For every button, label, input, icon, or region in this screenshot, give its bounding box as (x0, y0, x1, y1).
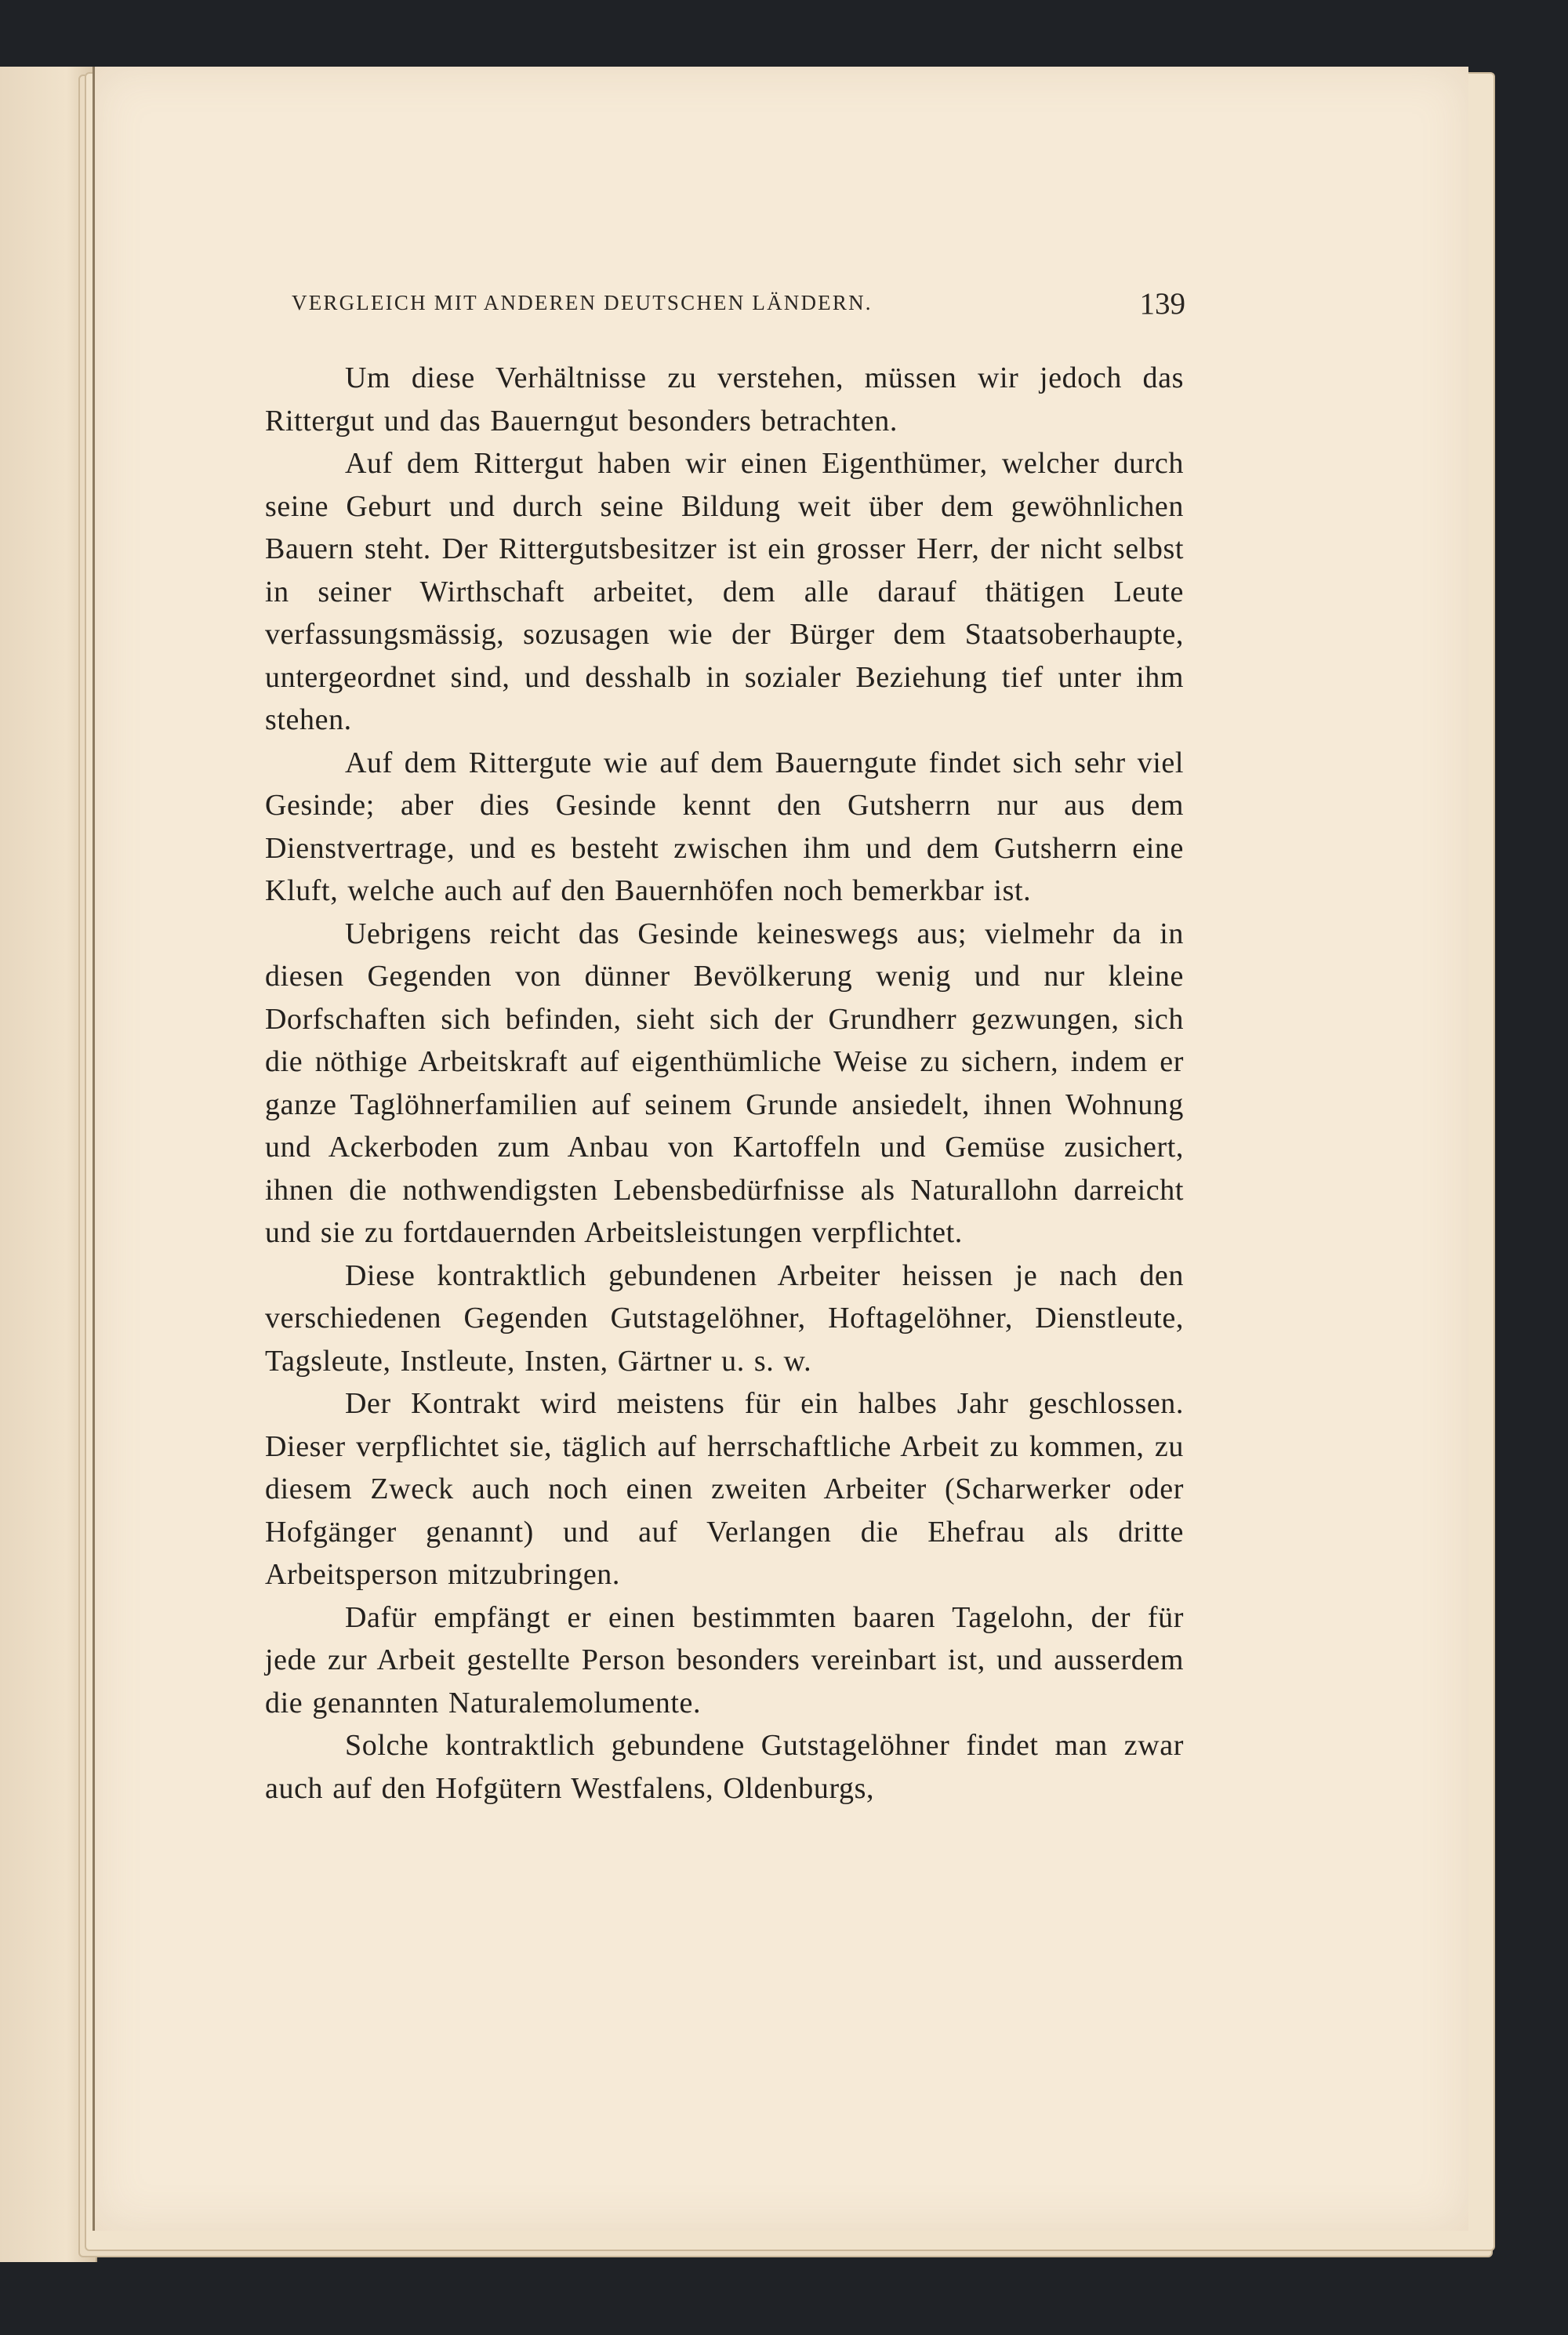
paragraph: Auf dem Rittergut haben wir einen Eigenthümer, welcher durch seine Geburt und durch seine Bildung weit über dem gewöhnlichen Bauern steht. Der Rittergutsbesitzer ist ein grosser Herr, der nicht selbst in seiner Wirthschaft arbeitet, dem alle darauf thätigen Leute verfassungsmässig, sozusagen wie der Bürger dem Staatsoberhaupte, untergeordnet sind, und desshalb in sozialer Beziehung tief unter ihm stehen. (265, 447, 1184, 736)
body-text (265, 357, 1184, 1810)
paragraph: Dafür empfängt er einen bestimmten baaren Tagelohn, der für jede zur Arbeit gestellte Person besonders vereinbart ist, und ausserdem die genannten Naturalemolumente. (265, 1600, 1184, 1719)
paragraph: Um diese Verhältnisse zu verstehen, müssen wir jedoch das Rittergut und das Bauerngut besonders betrachten. (265, 361, 1184, 438)
running-title: VERGLEICH MIT ANDEREN DEUTSCHEN LÄNDERN. (292, 291, 873, 314)
paragraph: Diese kontraktlich gebundenen Arbeiter heissen je nach den verschiedenen Gegenden Gutstagelöhner, Hoftagelöhner, Dienstleute, Tagsleute, Instleute, Insten, Gärtner u. s. w. (265, 1258, 1184, 1378)
paragraph: Uebrigens reicht das Gesinde keineswegs aus; vielmehr da in diesen Gegenden von dünner Bevölkerung wenig und nur kleine Dorfschaften sich befinden, sieht sich der Grundherr gezwungen, sich die nöthige Arbeitskraft auf eigenthümliche Weise zu sichern, indem er ganze Taglöhnerfamilien auf seinem Grunde ansiedelt, ihnen Wohnung und Ackerboden zum Anbau von Kartoffeln und Gemüse zusichert, ihnen die nothwendigsten Lebensbedürfnisse als Naturallohn darreicht und sie zu fortdauernden Arbeitsleistungen verpflichtet. (265, 917, 1184, 1249)
paragraph: Der Kontrakt wird meistens für ein halbes Jahr geschlossen. Dieser verpflichtet sie, täglich auf herrschaftliche Arbeit zu kommen, zu diesem Zweck auch noch einen zweiten Arbeiter (Scharwerker oder Hofgänger genannt) und auf Verlangen die Ehefrau als dritte Arbeitsperson mitzubringen. (265, 1387, 1184, 1591)
paragraph: Solche kontraktlich gebundene Gutstagelöhner findet man zwar auch auf den Hofgütern Westfalens, Oldenburgs, (265, 1729, 1184, 1805)
running-header (292, 286, 1185, 325)
paragraph: Auf dem Rittergute wie auf dem Bauerngute findet sich sehr viel Gesinde; aber dies Gesinde kennt den Gutsherrn nur aus dem Dienstvertrage, und es besteht zwischen ihm und dem Gutsherrn eine Kluft, welche auch auf den Bauernhöfen noch bemerkbar ist. (265, 746, 1184, 907)
page-number: 139 (1139, 287, 1185, 321)
